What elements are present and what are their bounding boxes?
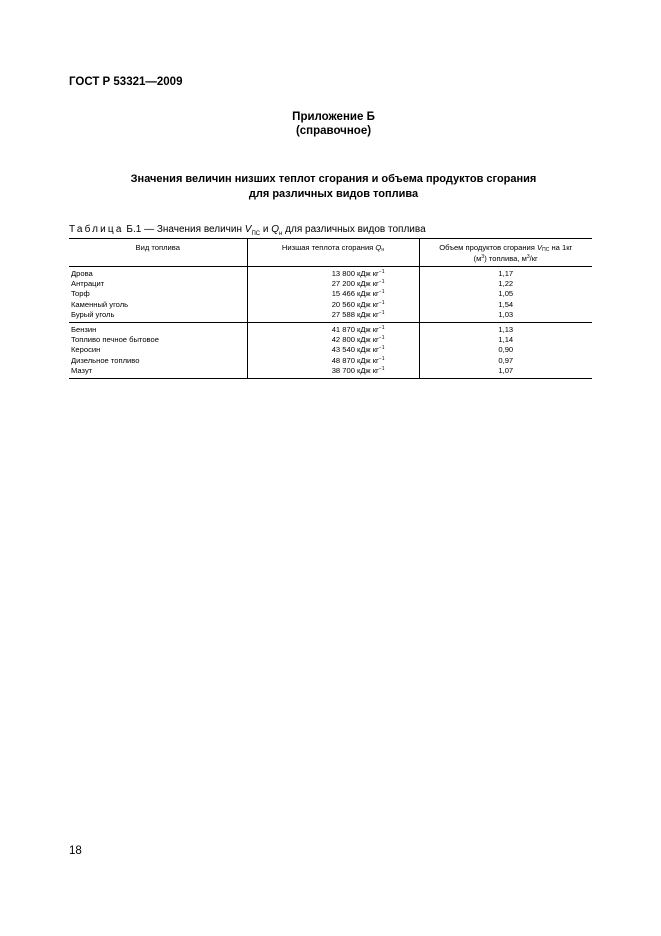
heat-value-cell (247, 310, 419, 323)
column-header-heat: Низшая теплота сгорания $Q_н$ (247, 239, 419, 267)
heat-value-cell (247, 300, 419, 310)
heat-value-cell (247, 289, 419, 299)
volume-value-cell: 1,07 (419, 366, 592, 379)
section-title (0, 172, 661, 202)
caption-var-v-sub: ПС (251, 231, 261, 237)
volume-value-cell: 1,05 (419, 289, 592, 299)
heat-unit: кДж кг (357, 365, 379, 375)
fuel-name-cell: Керосин (71, 345, 101, 355)
table-row (69, 335, 592, 345)
heat-unit-exponent: −1 (378, 309, 385, 316)
page-number: 18 (69, 845, 82, 857)
table-row (69, 300, 592, 310)
heat-value: 48 870 (331, 355, 355, 365)
heat-value-cell (247, 323, 419, 336)
heat-unit: кДж кг (357, 355, 379, 365)
heat-value: 41 870 (331, 325, 355, 335)
annex-subtitle: (справочное) (295, 125, 372, 137)
table-row (69, 310, 592, 323)
fuel-name-cell: Топливо печное бытовое (71, 335, 159, 345)
heat-unit: кДж кг (357, 345, 379, 355)
table-row (69, 267, 592, 280)
heat-value-cell (247, 279, 419, 289)
heat-unit: кДж кг (357, 299, 379, 309)
section-title-line-1: Значения величин низших теплот сгорания и объема продуктов сгорания (130, 173, 537, 185)
table-caption-text-before: — Значения величин (141, 224, 245, 235)
heat-unit-exponent: −1 (378, 299, 385, 306)
table-caption-text-after: для различных видов топлива (282, 224, 426, 235)
table-caption (69, 224, 426, 237)
volume-value-cell: 1,14 (419, 335, 592, 345)
heat-value: 13 800 (331, 269, 355, 278)
table-row (69, 345, 592, 355)
volume-value-cell: 1,22 (419, 279, 592, 289)
caption-var-q: Q (271, 224, 280, 235)
fuel-name-cell: Каменный уголь (71, 299, 129, 309)
heat-value-cell (247, 356, 419, 366)
heat-unit-exponent: −1 (378, 365, 385, 372)
table-row (69, 279, 592, 289)
heat-unit: кДж кг (357, 325, 379, 335)
table-caption-prefix: Таблица (69, 224, 124, 235)
volume-value-cell: 1,54 (419, 300, 592, 310)
column-header-volume: Объем продуктов сгорания $V_{ПС}$ на 1кг $(м^3)$ топлива, $м^3/кг$ (419, 239, 592, 267)
heat-value-cell (247, 345, 419, 355)
solid-fuels-group (69, 267, 592, 323)
heat-unit: кДж кг (357, 269, 379, 278)
heat-unit-exponent: −1 (378, 269, 385, 275)
heat-value: 20 560 (331, 299, 355, 309)
heat-unit-exponent: −1 (378, 345, 385, 352)
fuel-name-cell: Торф (71, 289, 90, 299)
heat-value-cell (247, 335, 419, 345)
annex-title: Приложение Б (292, 111, 375, 123)
volume-value-cell: 1,03 (419, 310, 592, 323)
fuel-name-cell: Бензин (71, 325, 97, 335)
heat-unit: кДж кг (357, 279, 379, 289)
volume-value-cell: 0,97 (419, 356, 592, 366)
heat-unit: кДж кг (357, 335, 379, 345)
heat-value-cell (247, 366, 419, 379)
column-header-fuel-type: Вид топлива (69, 239, 247, 267)
fuel-name-cell: Дизельное топливо (71, 355, 140, 365)
caption-var-q-sub: н (279, 231, 283, 237)
heat-unit-exponent: −1 (378, 325, 385, 332)
heat-value: 38 700 (331, 365, 355, 375)
caption-var-v: V (244, 224, 252, 235)
fuel-name-cell: Дрова (71, 269, 93, 278)
fuel-name-cell: Бурый уголь (69, 310, 247, 323)
table-row (69, 366, 592, 379)
fuel-name-cell: Антрацит (71, 279, 105, 289)
heat-value: 27 200 (331, 279, 355, 289)
heat-unit-exponent: −1 (378, 289, 385, 296)
heat-unit: кДж кг (357, 289, 379, 299)
heat-value: 42 800 (331, 335, 355, 345)
heat-unit-exponent: −1 (378, 355, 385, 362)
table-row (69, 356, 592, 366)
volume-value-cell: 0,90 (419, 345, 592, 355)
heat-unit-exponent: −1 (378, 335, 385, 342)
table-header-row (69, 239, 592, 267)
heat-unit: кДж кг (357, 309, 379, 319)
heat-value-cell (247, 267, 419, 280)
volume-value-cell: 1,13 (419, 323, 592, 336)
caption-and: и (260, 224, 272, 235)
heat-value: 43 540 (331, 345, 355, 355)
fuel-table (69, 238, 592, 379)
heat-value: 15 466 (331, 289, 355, 299)
table-row (69, 323, 592, 336)
heat-unit-exponent: −1 (378, 279, 385, 286)
document-code: ГОСТ Р 53321—2009 (69, 76, 183, 88)
section-title-line-2: для различных видов топлива (248, 188, 419, 200)
volume-value-cell: 1,17 (419, 267, 592, 280)
liquid-fuels-group (69, 323, 592, 379)
table-caption-number: Б.1 (126, 224, 142, 235)
fuel-name-cell: Мазут (69, 366, 247, 379)
heat-value: 27 588 (331, 309, 355, 319)
table-row (69, 289, 592, 299)
